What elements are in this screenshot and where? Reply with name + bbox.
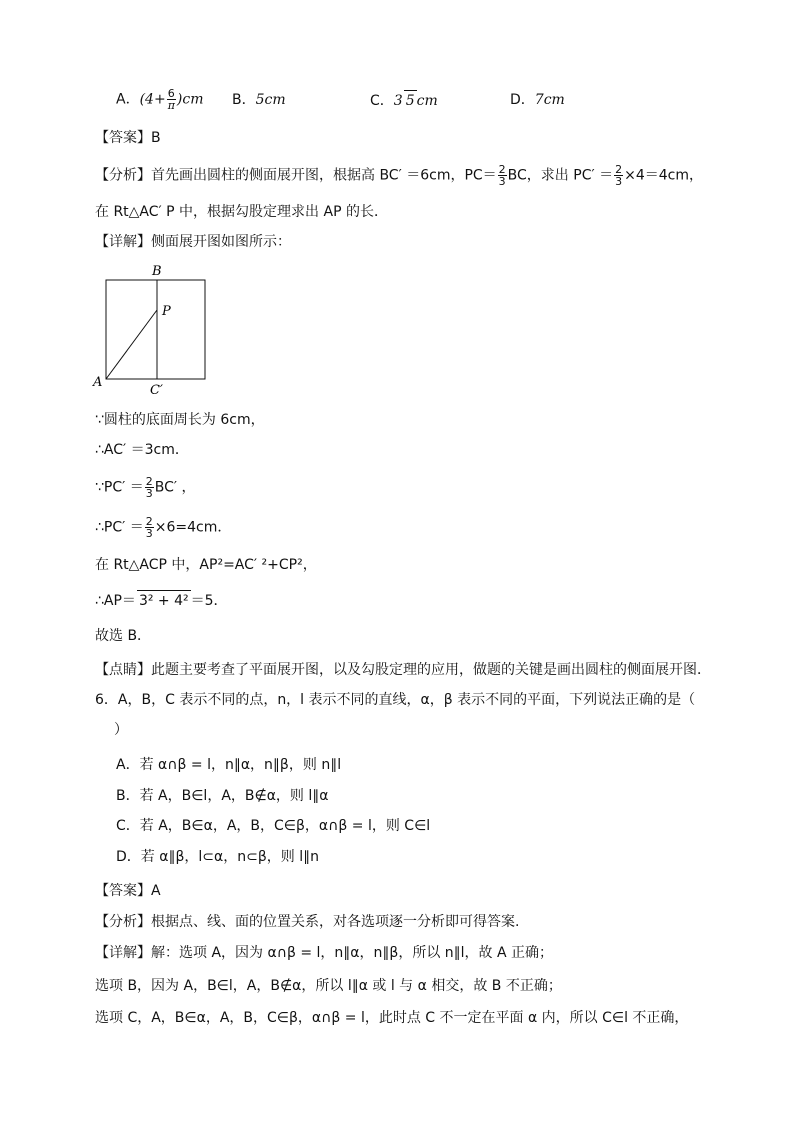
option-a-frac-den: π bbox=[167, 99, 175, 112]
step-6-sqrt: 3² + 4² bbox=[137, 590, 191, 611]
step-7: 故选 B． bbox=[95, 628, 152, 644]
detail-1-tag: 【详解】 bbox=[95, 234, 151, 250]
question-6-option-c: C．若 A，B∈α，A，B，C∈β，α∩β = l，则 C∈l bbox=[116, 818, 431, 834]
step-3-fraction bbox=[145, 476, 154, 499]
fraction-den: 3 bbox=[615, 175, 623, 188]
step-4-pre: ∴PC′ ＝ bbox=[95, 519, 144, 536]
net-rectangle bbox=[106, 280, 205, 379]
answer-2 bbox=[95, 881, 161, 901]
analysis-1-tag: 【分析】 bbox=[95, 167, 151, 184]
option-c-post: cm bbox=[416, 93, 438, 109]
question-6-line-1: 6．A，B，C 表示不同的点，n，l 表示不同的直线，α，β 表示不同的平面，下列说法正确的是（ bbox=[95, 692, 696, 708]
option-a-post: )cm bbox=[176, 91, 204, 108]
question-6-line-2: ） bbox=[114, 722, 128, 738]
step-3 bbox=[95, 476, 196, 499]
detail-2-line-2: 选项 B，因为 A，B∈l，A，B∉α，所以 l∥α 或 l 与 α 相交，故 B 不正确； bbox=[95, 978, 562, 994]
step-4 bbox=[95, 516, 231, 539]
step-6 bbox=[95, 590, 228, 611]
option-a-pre: (4+ bbox=[139, 91, 166, 108]
cylinder-net-diagram bbox=[90, 262, 220, 397]
detail-2-line-3: 选项 C，A，B∈α，A，B，C∈β，α∩β = l，此时点 C 不一定在平面 α 内，所以 C∈l 不正确， bbox=[95, 1010, 689, 1026]
analysis-2-text: 根据点、线、面的位置关系，对各选项逐一分析即可得答案. bbox=[151, 914, 520, 930]
comment-1 bbox=[95, 660, 711, 680]
step-3-pre: ∵PC′ ＝ bbox=[95, 479, 144, 496]
option-a-fraction bbox=[167, 88, 176, 111]
fraction-den: 3 bbox=[498, 175, 506, 188]
analysis-1-fraction-2 bbox=[614, 164, 623, 187]
step-4-post: ×6=4cm． bbox=[154, 519, 232, 536]
option-d bbox=[510, 90, 565, 110]
detail-2-text-1: 解：选项 A，因为 α∩β = l，n∥α，n∥β，所以 n∥l，故 A 正确； bbox=[151, 945, 554, 961]
option-b-label: B． bbox=[232, 92, 256, 108]
comment-1-text: 此题主要考查了平面展开图，以及勾股定理的应用，做题的关键是画出圆柱的侧面展开图． bbox=[151, 662, 711, 678]
fraction-num: 2 bbox=[498, 163, 506, 176]
label-a: A bbox=[93, 375, 103, 390]
fraction-den: 3 bbox=[145, 527, 153, 540]
step-1: ∵圆柱的底面周长为 6cm， bbox=[95, 412, 265, 428]
fraction-den: 3 bbox=[145, 487, 153, 500]
line-ap bbox=[106, 310, 157, 379]
option-c-sqrt: 5 bbox=[404, 90, 417, 111]
option-d-text: 7cm bbox=[534, 92, 565, 108]
analysis-1-part1: 首先画出圆柱的侧面展开图，根据高 BC′ ＝6cm，PC＝ bbox=[151, 167, 497, 184]
label-p: P bbox=[162, 304, 171, 319]
step-2: ∴AC′ ＝3cm． bbox=[95, 442, 189, 458]
option-a bbox=[116, 88, 204, 111]
option-d-label: D． bbox=[510, 92, 535, 108]
analysis-2-tag: 【分析】 bbox=[95, 914, 151, 930]
analysis-1-part3: ×4＝4cm， bbox=[624, 167, 703, 184]
detail-2-tag: 【详解】 bbox=[95, 945, 151, 961]
answer-1-tag: 【答案】 bbox=[95, 130, 151, 146]
analysis-1-line-1 bbox=[95, 164, 703, 187]
option-c-pre: 3 bbox=[393, 93, 403, 109]
option-c-label: C． bbox=[370, 93, 394, 109]
analysis-2 bbox=[95, 912, 519, 932]
detail-2-line-1 bbox=[95, 943, 553, 963]
step-4-fraction bbox=[145, 516, 154, 539]
analysis-1-fraction-1 bbox=[498, 164, 507, 187]
detail-1 bbox=[95, 232, 291, 252]
option-b bbox=[232, 90, 286, 110]
step-6-post: ＝5． bbox=[190, 593, 228, 609]
detail-1-text: 侧面展开图如图所示： bbox=[151, 234, 291, 250]
fraction-num: 2 bbox=[145, 475, 153, 488]
option-c bbox=[370, 90, 438, 111]
answer-2-tag: 【答案】 bbox=[95, 883, 151, 899]
option-a-frac-num: 6 bbox=[167, 87, 175, 100]
question-6-option-d: D．若 α∥β，l⊂α，n⊂β，则 l∥n bbox=[116, 849, 319, 865]
question-6-option-b: B．若 A，B∈l，A，B∉α，则 l∥α bbox=[116, 788, 329, 804]
analysis-1-line-2: 在 Rt△AC′ P 中，根据勾股定理求出 AP 的长． bbox=[95, 204, 388, 220]
fraction-num: 2 bbox=[615, 163, 623, 176]
step-6-pre: ∴AP＝ bbox=[95, 593, 136, 609]
analysis-1-part2: BC，求出 PC′ ＝ bbox=[507, 167, 614, 184]
answer-1 bbox=[95, 128, 161, 148]
step-3-post: BC′ ， bbox=[154, 479, 196, 496]
answer-2-value: A bbox=[151, 883, 161, 899]
answer-1-value: B bbox=[151, 130, 161, 146]
option-b-text: 5cm bbox=[255, 92, 286, 108]
comment-1-tag: 【点睛】 bbox=[95, 662, 151, 678]
label-c: C′ bbox=[150, 383, 163, 397]
option-a-label: A． bbox=[116, 91, 140, 108]
fraction-num: 2 bbox=[145, 515, 153, 528]
question-6-option-a: A．若 α∩β = l，n∥α，n∥β，则 n∥l bbox=[116, 757, 342, 773]
label-b: B bbox=[152, 264, 162, 279]
step-5: 在 Rt△ACP 中，AP²=AC′ ²+CP²， bbox=[95, 557, 317, 573]
